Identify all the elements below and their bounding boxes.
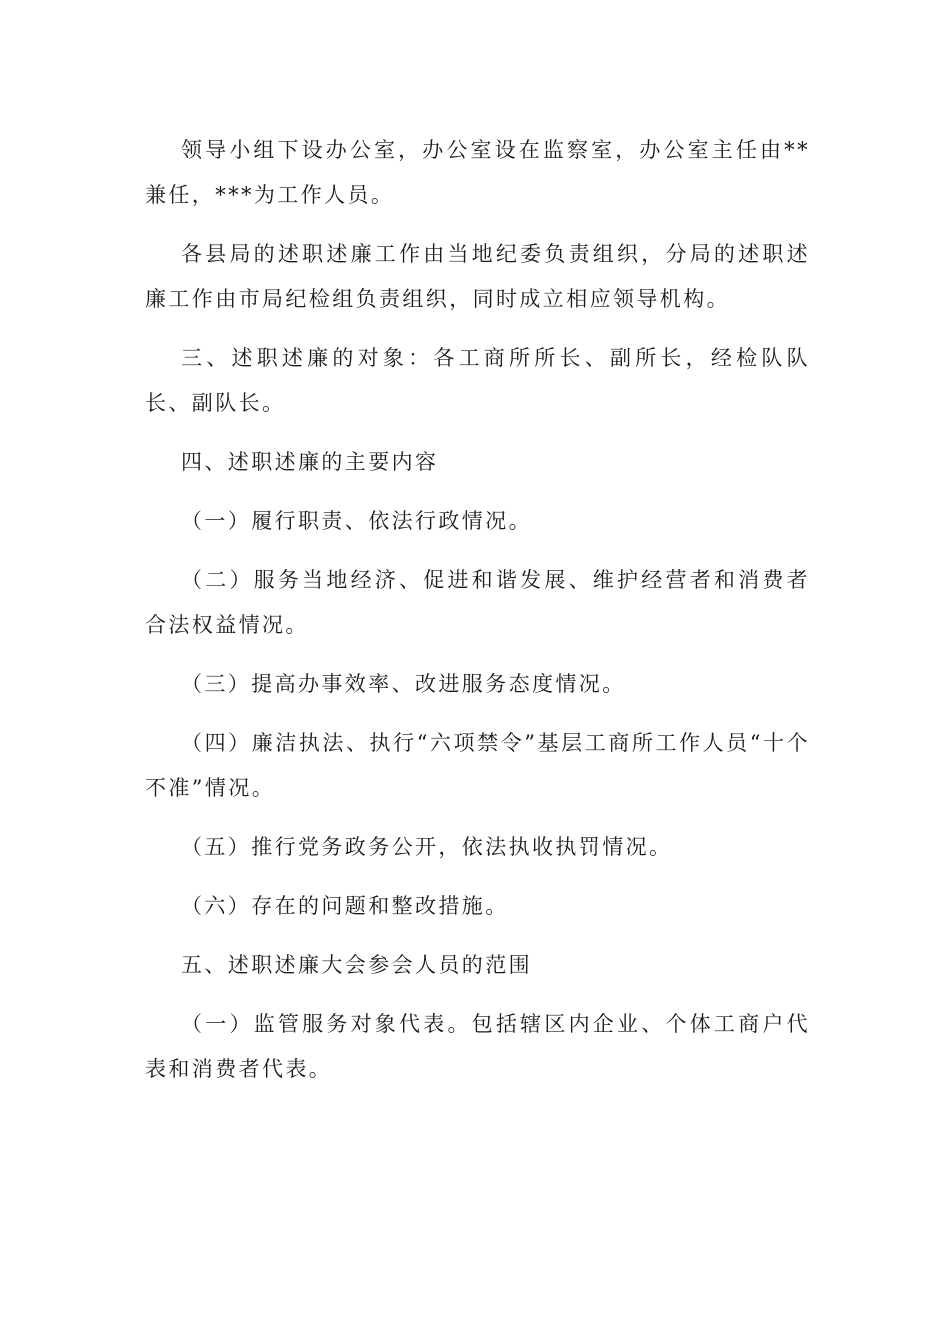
list-item-4-1: （一）履行职责、依法行政情况。	[181, 509, 532, 533]
section-3-targets: 三、述职述廉的对象：各工商所所长、副所长，经检队队长、副队长。	[145, 346, 810, 415]
list-item-4-3: （三）提高办事效率、改进服务态度情况。	[181, 672, 626, 696]
paragraph-county-organization: 各县局的述职述廉工作由当地纪委负责组织，分局的述职述廉工作由市局纪检组负责组织，同时成立相应领导机构。	[145, 242, 810, 311]
list-item-5-1: （一）监管服务对象代表。包括辖区内企业、个体工商户代表和消费者代表。	[145, 1012, 810, 1081]
paragraph-office-setup: 领导小组下设办公室，办公室设在监察室，办公室主任由**兼任，***为工作人员。	[145, 138, 810, 207]
list-item-4-5: （五）推行党务政务公开，依法执收执罚情况。	[181, 835, 673, 859]
list-item-4-2: （二）服务当地经济、促进和谐发展、维护经营者和消费者合法权益情况。	[145, 568, 810, 637]
list-item-4-4: （四）廉洁执法、执行“六项禁令”基层工商所工作人员“十个不准”情况。	[145, 731, 810, 800]
list-item-4-6: （六）存在的问题和整改措施。	[181, 894, 509, 918]
section-4-heading: 四、述职述廉的主要内容	[181, 450, 439, 474]
section-5-heading: 五、述职述廉大会参会人员的范围	[181, 953, 532, 977]
document-body	[145, 128, 810, 1106]
